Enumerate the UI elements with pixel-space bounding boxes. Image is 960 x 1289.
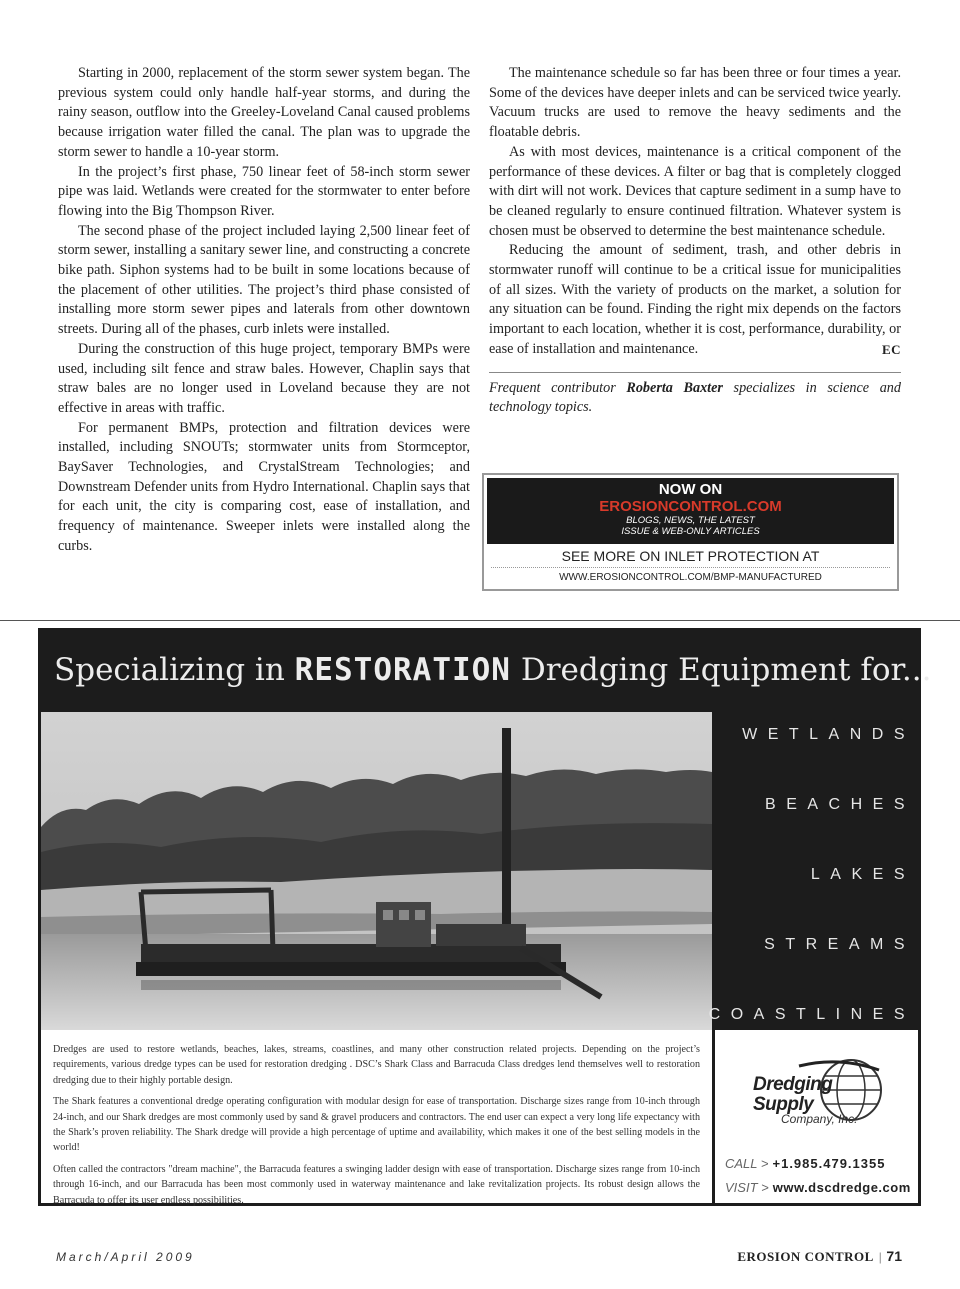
ad-headline bbox=[54, 650, 931, 690]
promo-url-link[interactable]: WWW.EROSIONCONTROL.COM/BMP-MANUFACTURED bbox=[559, 572, 822, 583]
call-row bbox=[725, 1156, 885, 1171]
article-column-right bbox=[489, 64, 901, 418]
ad-list-item: WETLANDS bbox=[742, 726, 915, 743]
page-number: 71 bbox=[886, 1248, 902, 1264]
footer-separator: | bbox=[878, 1249, 882, 1264]
dredging-advertisement bbox=[38, 628, 932, 1206]
ad-body-paragraph: Often called the contractors "dream machine", the Barracuda features a swinging ladder design with ease of transportation. Discharge sizes range from 10-inch through 16-inch, and our Barracuda has been most commonly used in waterway maintenance and lake revitalization projects. Its robust design allows the Barracuda to offer its user endless possibilities. bbox=[53, 1163, 700, 1206]
article-final-paragraph bbox=[489, 241, 901, 359]
promo-banner bbox=[487, 478, 894, 544]
contributor-note bbox=[489, 379, 901, 418]
promo-see-more: SEE MORE ON INLET PROTECTION AT bbox=[561, 548, 820, 564]
visit-label: VISIT > bbox=[725, 1180, 769, 1195]
ad-list-item: COASTLINES bbox=[708, 1006, 915, 1023]
promo-now-on: NOW ON bbox=[658, 481, 723, 498]
contributor-divider bbox=[489, 372, 901, 373]
ad-applications-list bbox=[708, 712, 921, 1030]
promo-site-link[interactable]: EROSIONCONTROL.COM bbox=[599, 498, 782, 515]
ad-body-text bbox=[41, 1030, 712, 1206]
dredge-photo bbox=[41, 712, 712, 1030]
final-paragraph-text: Reducing the amount of sediment, trash, and other debris in stormwater runoff will continue to be a critical issue for municipalities of all sizes. With the variety of products on the market, a solution for any situation can be found. Finding the right mix depends on the factors important to each location, whether it is cost, performance, durability, or ease of installation and maintenance. bbox=[489, 242, 901, 357]
article-paragraph: For permanent BMPs, protection and filtration devices were installed, including SNOUTs; stormwater units from Stormceptor, BaySaver Technologies, and CrystalStream Technologies; and Downstream Defender units from Hydro International. Chaplin says that for each unit, the city is comparing cost, ease of installation, and frequency of maintenance. Sweeper inlets were installed along the curbs. bbox=[58, 419, 470, 554]
ad-headline-pre: Specializing in bbox=[54, 652, 295, 688]
dredge-photo-illustration bbox=[41, 712, 712, 1030]
article-paragraph: The maintenance schedule so far has been three or four times a year. Some of the devices have deeper inlets and can be serviced twice yearly. Vacuum trucks are used to remove the heavy sediments and the floatable debris. bbox=[489, 65, 901, 141]
ad-list-item: LAKES bbox=[810, 866, 915, 883]
dredging-supply-logo bbox=[739, 1052, 889, 1132]
ad-list-item: STREAMS bbox=[764, 936, 915, 953]
web-promo-box bbox=[482, 473, 899, 591]
article-paragraph: During the construction of this huge project, temporary BMPs were used, including silt fence and straw bales. However, Chaplin says that straw bales are no longer used in Loveland because they are not effective in areas with traffic. bbox=[58, 340, 470, 416]
promo-blogs-line1: BLOGS, NEWS, THE LATEST bbox=[626, 515, 755, 526]
article-column-left bbox=[58, 64, 470, 557]
promo-blogs-line2: ISSUE & WEB-ONLY ARTICLES bbox=[621, 526, 760, 537]
ad-body-paragraph: The Shark features a conventional dredge operating configuration with modular design for ease of transportation. Discharge sizes range from 10-inch through 24-inch, and our Shark dredges are most commonly used by sand & gravel producers and contractors. The end user can expect a very long life expectancy with the Shark’s proven reliability. The Shark dredge will provide a high percentage of uptime and availability, which makes it one of the best selling models in the world! bbox=[53, 1096, 700, 1154]
ad-list-item: BEACHES bbox=[765, 796, 915, 813]
footer-magazine-name: EROSION CONTROL bbox=[737, 1249, 874, 1264]
article-paragraph: In the project’s first phase, 750 linear feet of 58-inch storm sewer pipe was laid. Wetlands were created for the stormwater to enter before flowing into the Big Thompson River. bbox=[58, 163, 470, 219]
article-paragraph: Starting in 2000, replacement of the storm sewer system began. The previous system could only handle half-year storms, and during the rainy season, outflow into the Greeley-Loveland Canal caused problems because irrigation water filled the canal. The plan was to upgrade the storm sewer to handle a 10-year storm. bbox=[58, 65, 470, 160]
footer-folio bbox=[737, 1248, 902, 1265]
call-label: CALL > bbox=[725, 1156, 769, 1171]
contributor-pre: Frequent contributor bbox=[489, 379, 627, 396]
footer-issue-date: March/April 2009 bbox=[56, 1250, 195, 1264]
section-divider bbox=[0, 620, 960, 621]
ad-body-paragraph: Dredges are used to restore wetlands, beaches, lakes, streams, coastlines, and many other construction related projects. Depending on the project’s requirements, various dredge types can be used for restoration dredging . DSC’s Shark Class and Barracuda Class dredges lend themselves well to restoration dredging due to their highly portable design. bbox=[53, 1044, 700, 1086]
article-paragraph: As with most devices, maintenance is a critical component of the performance of these devices. A filter or bag that is completely clogged with dirt will not work. Devices that capture sediment in a sump have to be cleaned regularly to ensure continued filtration. Whatever system is chosen must be observed to determine the best maintenance schedule. bbox=[489, 143, 901, 239]
ad-headline-post: Dredging Equipment for... bbox=[510, 652, 932, 688]
article-paragraph: The second phase of the project included laying 2,500 linear feet of storm sewer, installing a sanitary sewer line, and constructing a concrete bike path. Siphon systems had to be built in some locations because of the placement of other utilities. The project’s third phase consisted of installing more storm sewer pipes and laterals from other downtown streets. During all of the phases, curb inlets were installed. bbox=[58, 222, 470, 338]
logo-line1: Dredging bbox=[753, 1074, 833, 1095]
visit-row bbox=[725, 1180, 911, 1195]
contributor-post: specializes in science and technology topics. bbox=[489, 379, 901, 416]
ad-contact-panel bbox=[715, 1030, 918, 1203]
logo-line2: Supply bbox=[753, 1094, 814, 1115]
phone-number[interactable]: +1.985.479.1355 bbox=[772, 1156, 886, 1171]
ad-headline-strong: RESTORATION bbox=[294, 652, 511, 688]
website-link[interactable]: www.dscdredge.com bbox=[772, 1180, 911, 1195]
contributor-name: Roberta Baxter bbox=[626, 379, 723, 396]
logo-line3: Company, Inc. bbox=[781, 1112, 858, 1126]
end-mark: EC bbox=[881, 341, 901, 357]
